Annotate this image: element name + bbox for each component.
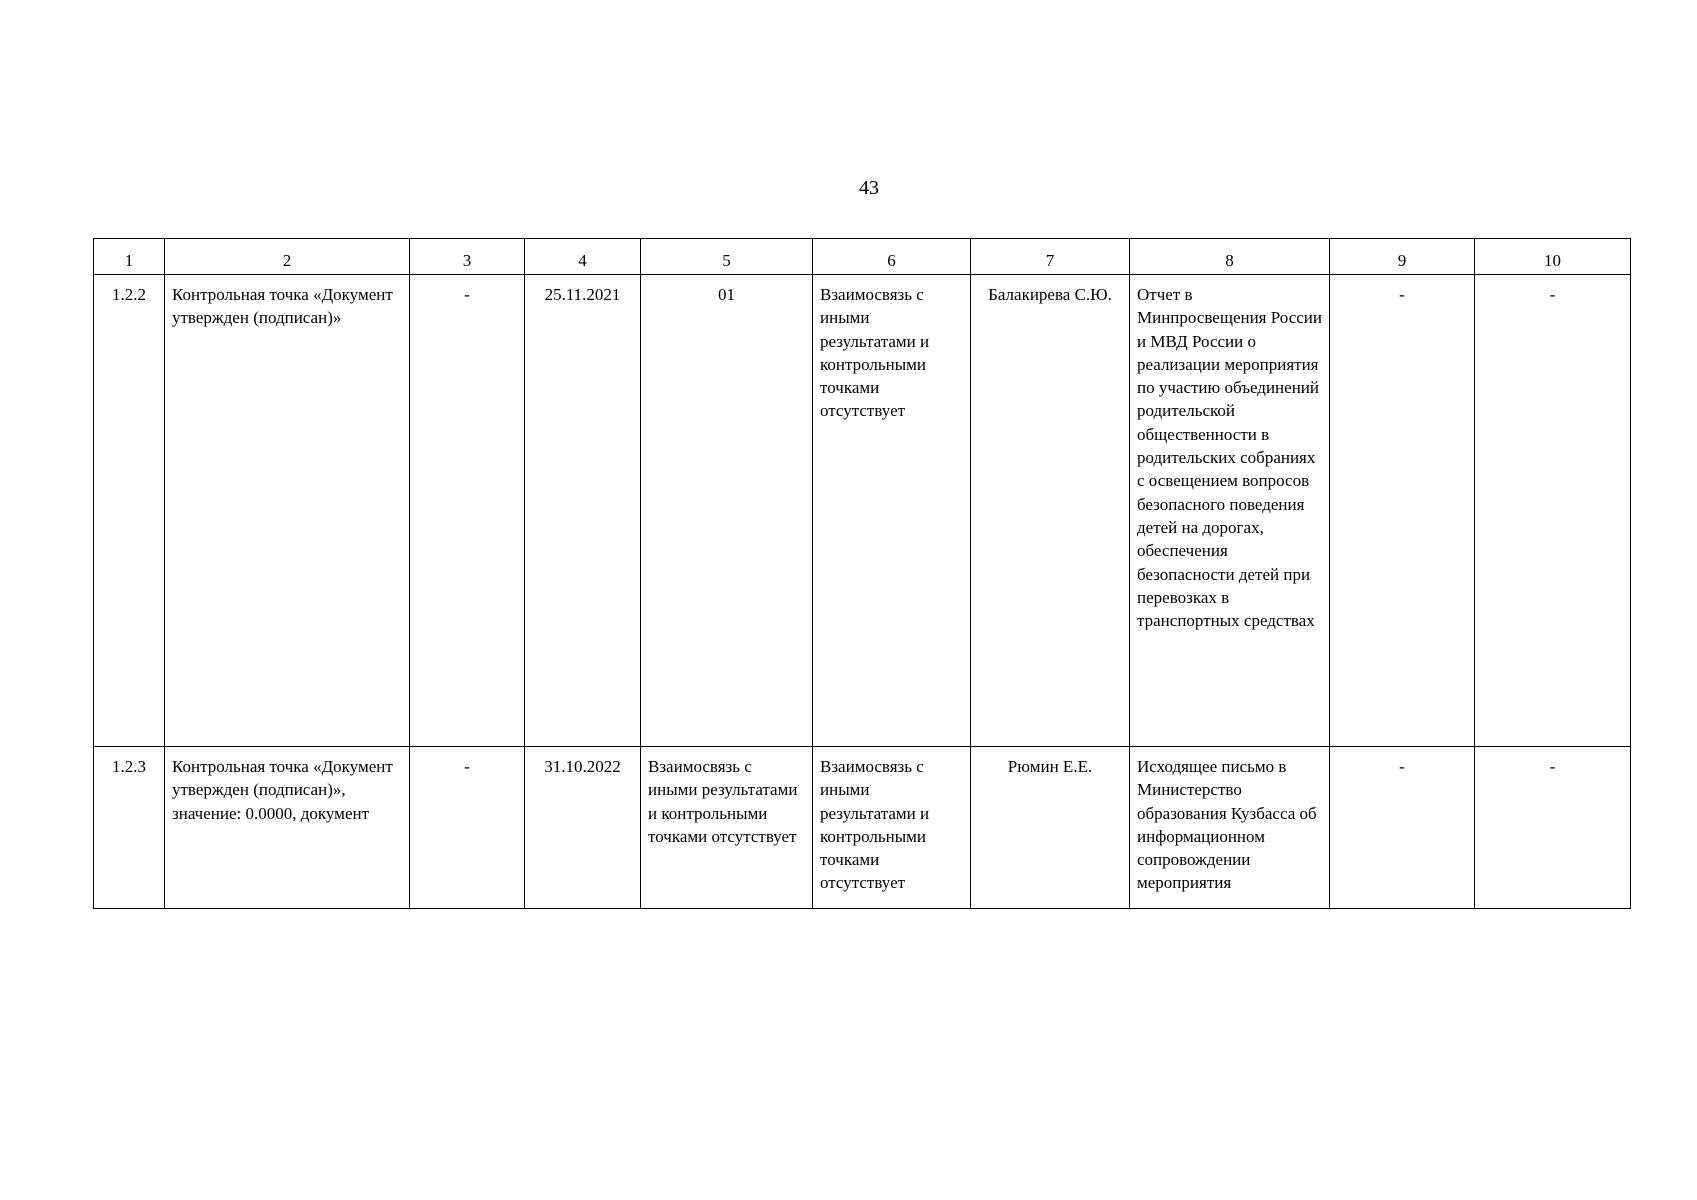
table-row [94, 275, 1631, 747]
cell-col-6: Взаимосвязь с иными результатами и контрольными точками отсутствует [813, 747, 971, 909]
cell-col-5: Взаимосвязь с иными результатами и контрольными точками отсутствует [641, 747, 813, 909]
control-point-name: Контрольная точка «Документ утвержден (подписан)», значение: 0.0000, документ [165, 747, 410, 909]
header-col-5: 5 [641, 239, 813, 275]
row-number: 1.2.2 [94, 275, 165, 747]
control-point-name: Контрольная точка «Документ утвержден (подписан)» [165, 275, 410, 747]
header-col-3: 3 [410, 239, 525, 275]
row-number: 1.2.3 [94, 747, 165, 909]
cell-col-3: - [410, 275, 525, 747]
cell-date: 31.10.2022 [525, 747, 641, 909]
cell-document: Исходящее письмо в Министерство образования Кузбасса об информационном сопровождении мероприятия [1130, 747, 1330, 909]
header-col-10: 10 [1475, 239, 1631, 275]
header-col-9: 9 [1330, 239, 1475, 275]
page-number: 43 [859, 177, 879, 199]
cell-document: Отчет в Минпросвещения России и МВД России о реализации мероприятия по участию объединений родительской общественности в родительских собраниях с освещением вопросов безопасного поведения детей на дорогах, обеспечения безопасности детей при перевозках в транспортных средствах [1130, 275, 1330, 747]
cell-date: 25.11.2021 [525, 275, 641, 747]
header-col-2: 2 [165, 239, 410, 275]
header-col-6: 6 [813, 239, 971, 275]
cell-col-9: - [1330, 747, 1475, 909]
plan-table [93, 238, 1631, 909]
cell-col-10: - [1475, 747, 1631, 909]
cell-col-5: 01 [641, 275, 813, 747]
cell-responsible: Рюмин Е.Е. [971, 747, 1130, 909]
table-row [94, 747, 1631, 909]
header-col-7: 7 [971, 239, 1130, 275]
cell-col-6: Взаимосвязь с иными результатами и контрольными точками отсутствует [813, 275, 971, 747]
table-header [94, 239, 1631, 275]
header-col-4: 4 [525, 239, 641, 275]
cell-col-10: - [1475, 275, 1631, 747]
header-col-1: 1 [94, 239, 165, 275]
header-row [94, 239, 1631, 275]
header-col-8: 8 [1130, 239, 1330, 275]
cell-responsible: Балакирева С.Ю. [971, 275, 1130, 747]
cell-col-9: - [1330, 275, 1475, 747]
cell-col-3: - [410, 747, 525, 909]
